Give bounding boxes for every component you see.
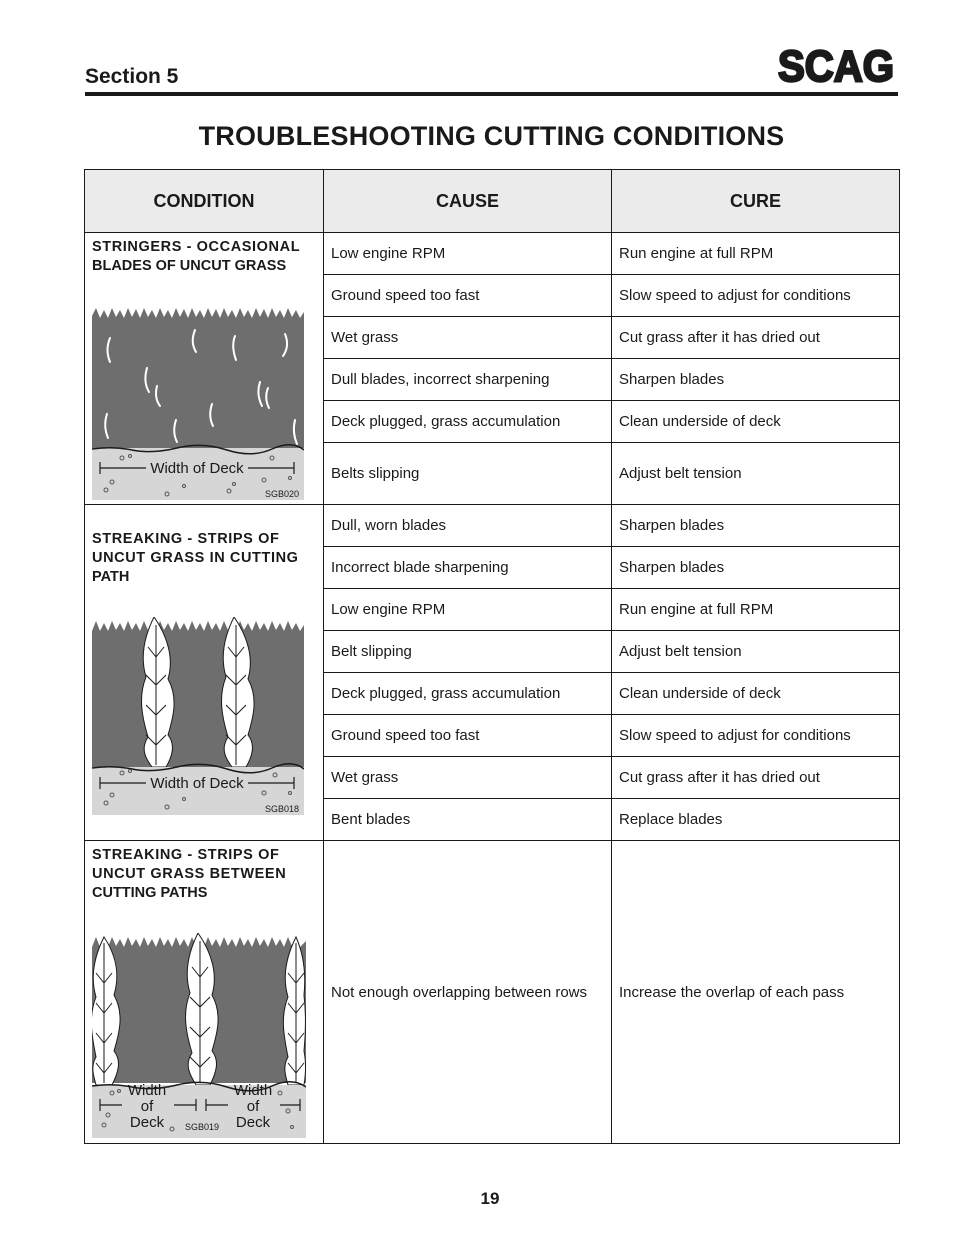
cause-cell: Deck plugged, grass accumulation xyxy=(324,673,612,715)
cure-cell: Replace blades xyxy=(612,799,900,841)
scag-logo-icon xyxy=(778,46,898,86)
column-header-condition: CONDITION xyxy=(85,170,324,233)
cause-cell: Wet grass xyxy=(324,317,612,359)
table-row xyxy=(85,841,900,1144)
cause-cell: Low engine RPM xyxy=(324,233,612,275)
cause-cell: Low engine RPM xyxy=(324,589,612,631)
condition-streaking-in-path xyxy=(85,505,324,841)
condition-stringers xyxy=(85,233,324,505)
cure-cell: Increase the overlap of each pass xyxy=(612,841,900,1144)
cure-cell: Adjust belt tension xyxy=(612,443,900,505)
condition-title: STREAKING - STRIPS OF UNCUT GRASS IN CUTTING PATH xyxy=(92,531,299,585)
grass-streaking-between-illustration-icon xyxy=(92,933,306,1138)
grass-streaking-path-illustration-icon xyxy=(92,617,304,815)
figure-label-width: Width xyxy=(233,1082,273,1099)
figure-code: SGB020 xyxy=(264,488,300,499)
cause-cell: Dull blades, incorrect sharpening xyxy=(324,359,612,401)
cure-cell: Cut grass after it has dried out xyxy=(612,317,900,359)
figure-label-deck: Deck xyxy=(235,1114,271,1131)
cure-cell: Clean underside of deck xyxy=(612,673,900,715)
cause-cell: Bent blades xyxy=(324,799,612,841)
figure-code: SGB018 xyxy=(264,804,300,814)
cure-cell: Sharpen blades xyxy=(612,359,900,401)
condition-title: STREAKING - STRIPS OF UNCUT GRASS BETWEEN CUTTING PATHS xyxy=(92,847,287,901)
cause-cell: Belt slipping xyxy=(324,631,612,673)
cause-cell: Belts slipping xyxy=(324,443,612,505)
cure-cell: Clean underside of deck xyxy=(612,401,900,443)
figure-code: SGB019 xyxy=(184,1122,220,1132)
condition-streaking-between-paths xyxy=(85,841,324,1144)
cure-cell: Adjust belt tension xyxy=(612,631,900,673)
condition-title: STRINGERS - OCCASIONAL BLADES OF UNCUT GRASS xyxy=(92,238,301,274)
table-row xyxy=(85,505,900,547)
cause-cell: Dull, worn blades xyxy=(324,505,612,547)
cure-cell: Run engine at full RPM xyxy=(612,233,900,275)
cause-cell: Not enough overlapping between rows xyxy=(324,841,612,1144)
figure-label-deck: Deck xyxy=(129,1114,165,1131)
cause-cell: Wet grass xyxy=(324,757,612,799)
page-header xyxy=(85,44,898,96)
cure-cell: Sharpen blades xyxy=(612,505,900,547)
table-row xyxy=(85,233,900,275)
cure-cell: Run engine at full RPM xyxy=(612,589,900,631)
cure-cell: Sharpen blades xyxy=(612,547,900,589)
cause-cell: Ground speed too fast xyxy=(324,275,612,317)
page-title: TROUBLESHOOTING CUTTING CONDITIONS xyxy=(198,121,785,151)
column-header-cure: CURE xyxy=(612,170,900,233)
figure-label-of: of xyxy=(246,1098,260,1115)
cause-cell: Ground speed too fast xyxy=(324,715,612,757)
section-label: Section 5 xyxy=(85,65,179,88)
cure-cell: Slow speed to adjust for conditions xyxy=(612,715,900,757)
cure-cell: Cut grass after it has dried out xyxy=(612,757,900,799)
cause-cell: Incorrect blade sharpening xyxy=(324,547,612,589)
figure-label: Width of Deck xyxy=(150,459,244,477)
figure-label: Width of Deck xyxy=(150,775,244,792)
page-number: 19 xyxy=(480,1189,500,1208)
table-header-row xyxy=(85,170,900,233)
figure-label-of: of xyxy=(140,1098,154,1115)
grass-stringers-illustration-icon xyxy=(92,308,304,500)
brand-logo-text: SCAG xyxy=(778,46,894,86)
figure-label-width: Width xyxy=(127,1082,167,1099)
column-header-cause: CAUSE xyxy=(324,170,612,233)
cause-cell: Deck plugged, grass accumulation xyxy=(324,401,612,443)
troubleshooting-table xyxy=(84,169,900,1144)
cure-cell: Slow speed to adjust for conditions xyxy=(612,275,900,317)
